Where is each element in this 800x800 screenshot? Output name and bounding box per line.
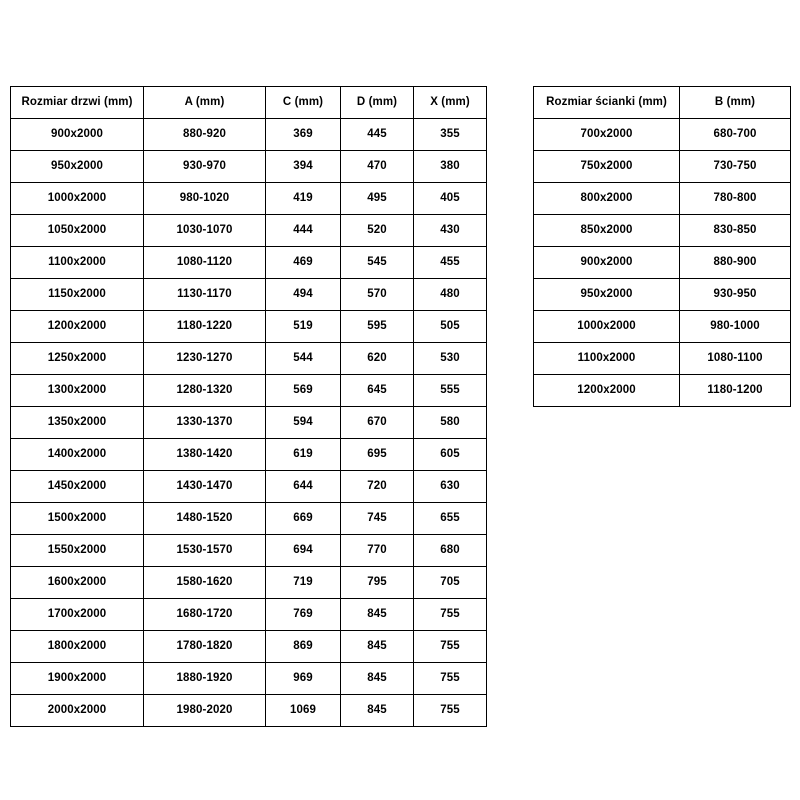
table-row [11, 311, 487, 343]
row-size-cell: 1250x2000 [11, 343, 144, 375]
row-value-cell: 470 [341, 151, 414, 183]
row-size-cell: 1350x2000 [11, 407, 144, 439]
row-value-cell: 770 [341, 535, 414, 567]
table-row [534, 311, 791, 343]
row-value-cell: 620 [341, 343, 414, 375]
row-value-cell: 480 [414, 279, 487, 311]
row-size-cell: 1300x2000 [11, 375, 144, 407]
table-row [11, 151, 487, 183]
row-value-cell: 469 [266, 247, 341, 279]
row-value-cell: 1280-1320 [144, 375, 266, 407]
row-value-cell: 869 [266, 631, 341, 663]
row-value-cell: 795 [341, 567, 414, 599]
table-row [11, 599, 487, 631]
table-row [11, 119, 487, 151]
row-size-cell: 1900x2000 [11, 663, 144, 695]
row-size-cell: 1200x2000 [534, 375, 680, 407]
row-size-cell: 850x2000 [534, 215, 680, 247]
row-value-cell: 845 [341, 631, 414, 663]
row-size-cell: 1550x2000 [11, 535, 144, 567]
row-size-cell: 1000x2000 [11, 183, 144, 215]
table-row [534, 247, 791, 279]
table-row [534, 343, 791, 375]
row-value-cell: 755 [414, 599, 487, 631]
row-size-cell: 1100x2000 [534, 343, 680, 375]
row-value-cell: 445 [341, 119, 414, 151]
row-size-cell: 900x2000 [11, 119, 144, 151]
row-size-cell: 1700x2000 [11, 599, 144, 631]
row-value-cell: 670 [341, 407, 414, 439]
row-value-cell: 1580-1620 [144, 567, 266, 599]
table-row [11, 183, 487, 215]
row-value-cell: 519 [266, 311, 341, 343]
row-value-cell: 720 [341, 471, 414, 503]
row-value-cell: 1180-1220 [144, 311, 266, 343]
row-value-cell: 680 [414, 535, 487, 567]
row-value-cell: 1530-1570 [144, 535, 266, 567]
row-value-cell: 845 [341, 599, 414, 631]
row-value-cell: 1180-1200 [680, 375, 791, 407]
row-size-cell: 1800x2000 [11, 631, 144, 663]
row-value-cell: 369 [266, 119, 341, 151]
row-size-cell: 1400x2000 [11, 439, 144, 471]
row-value-cell: 644 [266, 471, 341, 503]
column-header-c: C (mm) [266, 87, 341, 119]
row-value-cell: 419 [266, 183, 341, 215]
row-value-cell: 1780-1820 [144, 631, 266, 663]
row-size-cell: 700x2000 [534, 119, 680, 151]
row-value-cell: 594 [266, 407, 341, 439]
row-size-cell: 1050x2000 [11, 215, 144, 247]
row-value-cell: 880-900 [680, 247, 791, 279]
door-size-specification-table [10, 86, 487, 727]
table-row [11, 247, 487, 279]
row-value-cell: 755 [414, 663, 487, 695]
row-value-cell: 380 [414, 151, 487, 183]
row-size-cell: 950x2000 [534, 279, 680, 311]
table-row [11, 695, 487, 727]
row-size-cell: 1600x2000 [11, 567, 144, 599]
column-header-d: D (mm) [341, 87, 414, 119]
table-row [534, 151, 791, 183]
wall-panel-size-specification-table [533, 86, 791, 407]
column-header-wall-size: Rozmiar ścianki (mm) [534, 87, 680, 119]
row-value-cell: 1980-2020 [144, 695, 266, 727]
row-value-cell: 830-850 [680, 215, 791, 247]
table-row [11, 343, 487, 375]
row-value-cell: 1080-1120 [144, 247, 266, 279]
row-value-cell: 930-950 [680, 279, 791, 311]
table-row [11, 439, 487, 471]
row-value-cell: 545 [341, 247, 414, 279]
row-value-cell: 505 [414, 311, 487, 343]
row-value-cell: 680-700 [680, 119, 791, 151]
table-row [11, 215, 487, 247]
row-value-cell: 619 [266, 439, 341, 471]
row-value-cell: 655 [414, 503, 487, 535]
row-value-cell: 669 [266, 503, 341, 535]
row-value-cell: 780-800 [680, 183, 791, 215]
table-row [534, 375, 791, 407]
column-header-a: A (mm) [144, 87, 266, 119]
row-size-cell: 800x2000 [534, 183, 680, 215]
row-size-cell: 950x2000 [11, 151, 144, 183]
row-value-cell: 580 [414, 407, 487, 439]
row-value-cell: 394 [266, 151, 341, 183]
row-value-cell: 694 [266, 535, 341, 567]
row-size-cell: 900x2000 [534, 247, 680, 279]
row-value-cell: 405 [414, 183, 487, 215]
row-value-cell: 930-970 [144, 151, 266, 183]
row-value-cell: 1330-1370 [144, 407, 266, 439]
row-value-cell: 569 [266, 375, 341, 407]
row-value-cell: 520 [341, 215, 414, 247]
row-value-cell: 455 [414, 247, 487, 279]
table-header-row [11, 87, 487, 119]
row-value-cell: 980-1020 [144, 183, 266, 215]
row-value-cell: 555 [414, 375, 487, 407]
row-value-cell: 1080-1100 [680, 343, 791, 375]
table-header-row [534, 87, 791, 119]
row-size-cell: 1450x2000 [11, 471, 144, 503]
table-row [11, 471, 487, 503]
row-value-cell: 755 [414, 631, 487, 663]
row-value-cell: 544 [266, 343, 341, 375]
row-value-cell: 745 [341, 503, 414, 535]
column-header-door-size: Rozmiar drzwi (mm) [11, 87, 144, 119]
row-value-cell: 845 [341, 663, 414, 695]
row-size-cell: 1000x2000 [534, 311, 680, 343]
row-value-cell: 444 [266, 215, 341, 247]
row-value-cell: 1030-1070 [144, 215, 266, 247]
row-size-cell: 1100x2000 [11, 247, 144, 279]
column-header-x: X (mm) [414, 87, 487, 119]
row-value-cell: 1680-1720 [144, 599, 266, 631]
row-value-cell: 1380-1420 [144, 439, 266, 471]
row-value-cell: 495 [341, 183, 414, 215]
row-size-cell: 750x2000 [534, 151, 680, 183]
row-size-cell: 1200x2000 [11, 311, 144, 343]
row-value-cell: 595 [341, 311, 414, 343]
table-row [11, 631, 487, 663]
table-row [11, 407, 487, 439]
table-row [534, 183, 791, 215]
row-value-cell: 980-1000 [680, 311, 791, 343]
row-value-cell: 570 [341, 279, 414, 311]
row-size-cell: 2000x2000 [11, 695, 144, 727]
row-value-cell: 1430-1470 [144, 471, 266, 503]
row-value-cell: 645 [341, 375, 414, 407]
table-row [534, 279, 791, 311]
table-row [11, 535, 487, 567]
row-value-cell: 695 [341, 439, 414, 471]
row-size-cell: 1150x2000 [11, 279, 144, 311]
row-value-cell: 705 [414, 567, 487, 599]
row-value-cell: 1069 [266, 695, 341, 727]
row-value-cell: 605 [414, 439, 487, 471]
row-value-cell: 1880-1920 [144, 663, 266, 695]
table-row [11, 567, 487, 599]
row-value-cell: 845 [341, 695, 414, 727]
table-row [534, 215, 791, 247]
row-value-cell: 630 [414, 471, 487, 503]
row-value-cell: 1480-1520 [144, 503, 266, 535]
table-row [534, 119, 791, 151]
row-value-cell: 719 [266, 567, 341, 599]
column-header-b: B (mm) [680, 87, 791, 119]
row-value-cell: 1230-1270 [144, 343, 266, 375]
table-row [11, 503, 487, 535]
row-value-cell: 769 [266, 599, 341, 631]
row-value-cell: 969 [266, 663, 341, 695]
row-value-cell: 530 [414, 343, 487, 375]
table-row [11, 279, 487, 311]
row-value-cell: 355 [414, 119, 487, 151]
row-size-cell: 1500x2000 [11, 503, 144, 535]
row-value-cell: 755 [414, 695, 487, 727]
row-value-cell: 430 [414, 215, 487, 247]
table-row [11, 375, 487, 407]
row-value-cell: 880-920 [144, 119, 266, 151]
row-value-cell: 494 [266, 279, 341, 311]
row-value-cell: 1130-1170 [144, 279, 266, 311]
table-row [11, 663, 487, 695]
row-value-cell: 730-750 [680, 151, 791, 183]
